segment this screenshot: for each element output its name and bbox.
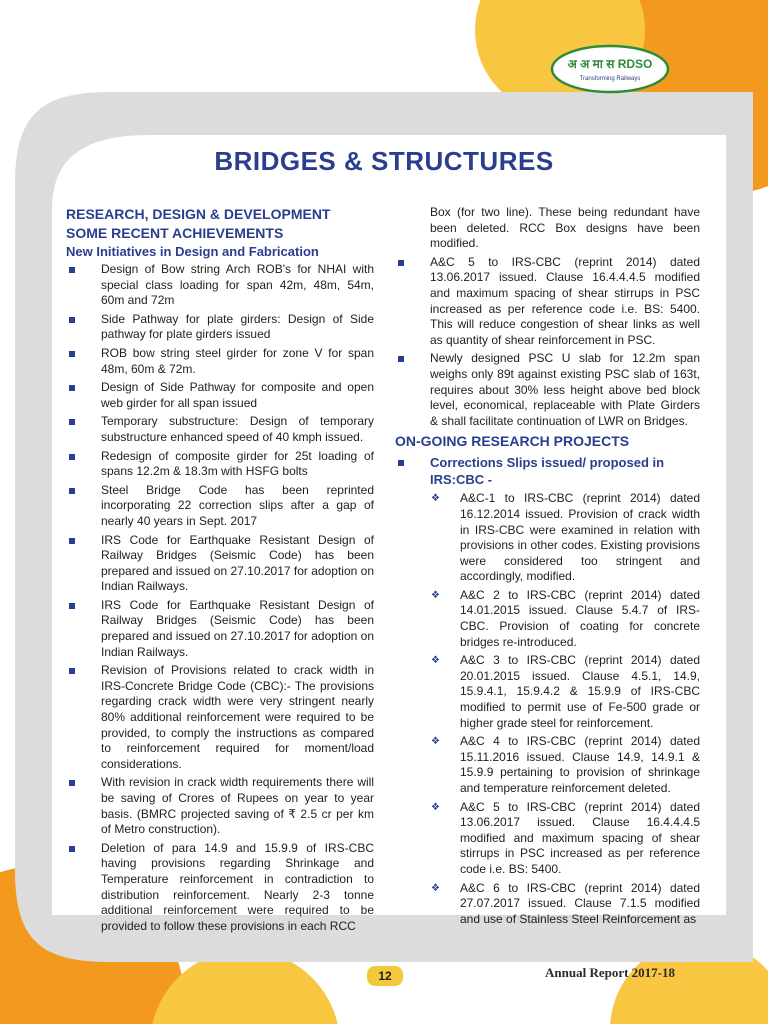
left-column bbox=[66, 205, 374, 937]
list-item: With revision in crack width requirements there will be saving of Crores of Rupees on year to year basis. (BMRC projected saving of ₹ 2.5 cr per km of Metro construction). bbox=[66, 775, 374, 837]
list-item: Deletion of para 14.9 and 15.9.9 of IRS-CBC having provisions regarding Shrinkage and Temperature reinforcement in contradiction to distribution reinforcement. Nearly 2-3 tonne additional reinforcement were required to be provided to follow these provisions in each RCC bbox=[66, 841, 374, 935]
list-item: ❖ A&C-1 to IRS-CBC (reprint 2014) dated 16.12.2014 issued. Provision of crack width in IRS-CBC were examined in relation with provisions in other codes. Existing provisions were considered too stringent and accordingly, modified. bbox=[395, 491, 700, 585]
list-item: IRS Code for Earthquake Resistant Design of Railway Bridges (Seismic Code) has been prepared and issued on 27.10.2017 for adoption on Indian Railways. bbox=[66, 598, 374, 660]
page-number: 12 bbox=[365, 964, 405, 988]
list-item: ❖ A&C 3 to IRS-CBC (reprint 2014) dated 20.01.2015 issued. Clause 4.5.1, 14.9, 15.9.4.1, 15.9.4.2 & 15.9.9 of IRS-CBC modified to permit use of Fe-500 grade or higher grade steel for reinforcement. bbox=[395, 653, 700, 731]
achievements-list bbox=[66, 262, 374, 934]
right-list bbox=[395, 255, 700, 430]
rdso-logo bbox=[550, 44, 670, 94]
list-item: A&C 5 to IRS-CBC (reprint 2014) dated 13.06.2017 issued. Clause 16.4.4.4.5 modified and maximum spacing of shear stirrups in PSC increased as per reference code i.e. BS: 5400. This will reduce congestion of shear links as well as quantity of shear reinforcement in PSC. bbox=[395, 255, 700, 349]
logo-tagline: Transforming Railways bbox=[579, 76, 641, 82]
list-item: ❖ A&C 6 to IRS-CBC (reprint 2014) dated 27.07.2017 issued. Clause 7.1.5 modified and use of Stainless Steel Reinforcement as bbox=[395, 881, 700, 928]
list-item: ❖ A&C 2 to IRS-CBC (reprint 2014) dated 14.01.2015 issued. Clause 5.4.7 of IRS-CBC. Provision of coating for concrete bridges re-introduced. bbox=[395, 588, 700, 650]
list-item: Newly designed PSC U slab for 12.2m span weighs only 89t against existing PSC slab of 163t, requires about 30% less height above bed block level, economical, replaceable with Plate Girders & shall facilitate continuation of LWR on Bridges. bbox=[395, 351, 700, 429]
subheading-new-initiatives: New Initiatives in Design and Fabrication bbox=[66, 244, 319, 259]
list-item: IRS Code for Earthquake Resistant Design of Railway Bridges (Seismic Code) has been prepared and issued on 27.10.2017 for adoption on Indian Railways. bbox=[66, 533, 374, 595]
list-item: Redesign of composite girder for 25t loading of spans 12.2m & 18.3m with HSFG bolts bbox=[66, 449, 374, 480]
correction-slips-list bbox=[395, 491, 700, 927]
list-item: ❖ A&C 4 to IRS-CBC (reprint 2014) dated 15.11.2016 issued. Clause 14.9, 14.9.1 & 15.9.9 pertaining to provision of shrinkage and temperature reinforcement deleted. bbox=[395, 734, 700, 796]
list-item: ❖ A&C 5 to IRS-CBC (reprint 2014) dated 13.06.2017 issued. Clause 16.4.4.4.5 modified and maximum spacing of shear stirrups in PSC increased as per reference code i.e. BS: 5400. bbox=[395, 800, 700, 878]
list-item: Steel Bridge Code has been reprinted incorporating 22 correction slips after a gap of nearly 40 years in Sept. 2017 bbox=[66, 483, 374, 530]
list-item: Design of Bow string Arch ROB's for NHAI with special class loading for span 42m, 48m, 54m, 60m and 72m bbox=[66, 262, 374, 309]
list-item: Design of Side Pathway for composite and open web girder for all span issued bbox=[66, 380, 374, 411]
logo-text: अ अ मा स RDSO bbox=[567, 57, 653, 71]
section-heading-research: RESEARCH, DESIGN & DEVELOPMENT bbox=[66, 206, 331, 222]
section-heading-achievements: SOME RECENT ACHIEVEMENTS bbox=[66, 225, 284, 241]
right-column bbox=[395, 205, 700, 930]
section-heading-ongoing: ON-GOING RESEARCH PROJECTS bbox=[395, 433, 630, 450]
continued-text: Box (for two line). These being redundant have been deleted. RCC Box designs have been modified. bbox=[430, 205, 700, 251]
list-item: Temporary substructure: Design of temporary substructure enhanced speed of 40 kmph issued. bbox=[66, 414, 374, 445]
list-item: Revision of Provisions related to crack width in IRS-Concrete Bridge Code (CBC):- The provisions regarding crack width were very stringent nearly 80% additional reinforcement were required to be provided, to comply the instructions as compared to reinforcement required for moment/load considerations. bbox=[66, 663, 374, 772]
report-footer: Annual Report 2017-18 bbox=[545, 965, 676, 980]
subheading-correction-slips: Corrections Slips issued/ proposed in IRS:CBC - bbox=[395, 454, 700, 488]
list-item: ROB bow string steel girder for zone V for span 48m, 60m & 72m. bbox=[66, 346, 374, 377]
list-item: Side Pathway for plate girders: Design of Side pathway for plate girders issued bbox=[66, 312, 374, 343]
page-title: BRIDGES & STRUCTURES bbox=[214, 146, 554, 176]
